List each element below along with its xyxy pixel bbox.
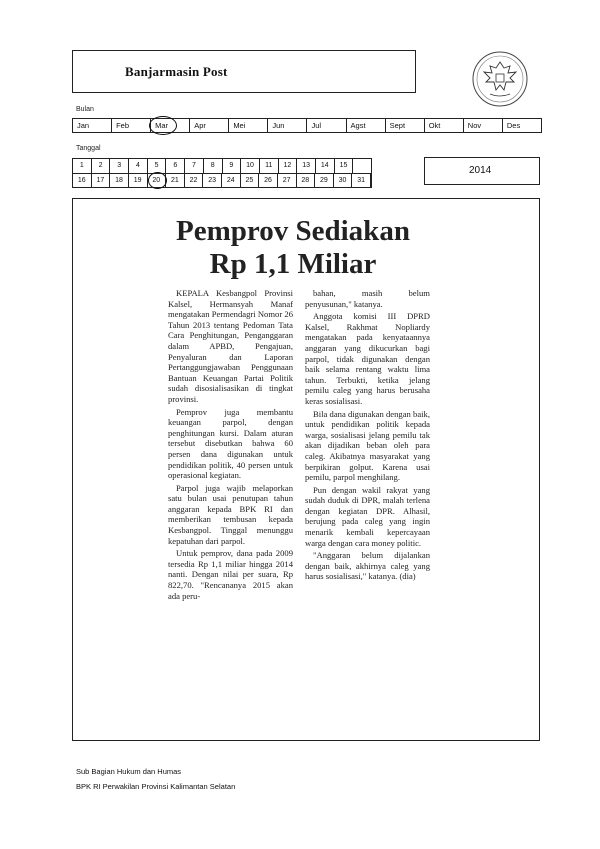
month-cell[interactable]: Feb	[112, 119, 151, 132]
date-cell[interactable]: 14	[316, 159, 335, 173]
month-label-text: Mar	[155, 121, 169, 130]
month-cell[interactable]: Sept	[386, 119, 425, 132]
date-cell[interactable]: 9	[223, 159, 242, 173]
article-paragraph: Pemprov juga membantu keuangan parpol, dengan penghitungan kursi. Dalam aturan tersebut disebutkan bahwa 60 persen dana digunakan untuk pendidikan politik, 40 persen untuk operasional kegiatan.	[168, 406, 293, 481]
date-cell[interactable]: 24	[222, 174, 241, 188]
date-cell[interactable]: 11	[260, 159, 279, 173]
article-paragraph: Pun dengan wakil rakyat yang sudah duduk di DPR, malah terlena dengan kegiatan DPR. Alhasil, berujung pada caleg yang ingin menarik kembali kepercayaan warga dengan cara money politic.	[305, 484, 430, 548]
month-cell[interactable]: Jun	[268, 119, 307, 132]
article-body	[168, 288, 430, 603]
date-cell[interactable]: 22	[185, 174, 204, 188]
article-headline	[168, 215, 418, 281]
date-selector	[72, 158, 372, 188]
date-cell[interactable]: 6	[166, 159, 185, 173]
date-cell[interactable]: 7	[185, 159, 204, 173]
date-cell[interactable]: 16	[73, 174, 92, 188]
month-cell[interactable]: Jul	[307, 119, 346, 132]
month-cell[interactable]: Agst	[347, 119, 386, 132]
month-label: Bulan	[76, 106, 94, 113]
date-cell[interactable]: 8	[204, 159, 223, 173]
date-cell[interactable]: 1	[73, 159, 92, 173]
date-cell[interactable]: 10	[241, 159, 260, 173]
month-cell[interactable]: Nov	[464, 119, 503, 132]
date-cell[interactable]: 12	[279, 159, 298, 173]
article-column-2	[305, 288, 430, 603]
newspaper-name: Banjarmasin Post	[125, 63, 228, 79]
date-cell[interactable]: 13	[297, 159, 316, 173]
date-cell[interactable]: 20	[148, 174, 167, 188]
footer-line-1: Sub Bagian Hukum dan Humas	[76, 767, 182, 776]
date-cell[interactable]: 18	[110, 174, 129, 188]
date-cell[interactable]: 31	[352, 174, 371, 188]
article-paragraph: Anggota komisi III DPRD Kalsel, Rakhmat Nopliardy mengatakan pada kenyataannya anggaran yang dikucurkan bagi parpol, tidak digunakan dengan baik selama rentang waktu lima tahun. Terbukti, ketika jelang pemilu caleg yang harus berusaha keras sosialisasi.	[305, 311, 430, 406]
date-cell[interactable]: 17	[92, 174, 111, 188]
year-value: 2014	[469, 165, 492, 176]
date-label: Tanggal	[76, 145, 101, 152]
garuda-emblem-icon	[470, 48, 530, 110]
date-cell[interactable]: 2	[92, 159, 111, 173]
month-cell[interactable]: Mei	[229, 119, 268, 132]
article-paragraph: bahan, masih belum penyusunan," katanya.	[305, 288, 430, 309]
date-cell[interactable]: 19	[129, 174, 148, 188]
year-box	[424, 157, 540, 185]
article-column-1	[168, 288, 293, 603]
headline-line-1: Pemprov Sediakan	[176, 215, 410, 247]
article-paragraph: Parpol juga wajib melaporkan satu bulan usai penutupan tahun anggaran kepada BPK RI dan memberikan tembusan kepada Kesbangpol. Tinggal menunggu kepatuhan dari parpol.	[168, 482, 293, 546]
date-cell[interactable]: 4	[129, 159, 148, 173]
date-cell[interactable]: 23	[203, 174, 222, 188]
month-cell[interactable]: Jan	[73, 119, 112, 132]
month-selector	[72, 118, 542, 133]
date-cell[interactable]: 25	[241, 174, 260, 188]
month-cell[interactable]: Des	[506, 121, 521, 130]
footer-line-2: BPK RI Perwakilan Provinsi Kalimantan Selatan	[76, 782, 236, 791]
month-cell[interactable]	[151, 119, 190, 132]
date-cell[interactable]: 27	[278, 174, 297, 188]
selected-month-circle	[149, 116, 177, 135]
date-row-2	[73, 174, 371, 188]
month-cell[interactable]: Apr	[190, 119, 229, 132]
date-cell[interactable]: 28	[297, 174, 316, 188]
date-row-1	[73, 159, 371, 174]
date-cell[interactable]: 5	[148, 159, 167, 173]
article-paragraph: Bila dana digunakan dengan baik, untuk pendidikan politik kepada warga, sosialisasi jelang pemilu tak akan dijadikan beban oleh para caleg. Akibatnya masyarakat yang berpikiran golput. Karena usai pemilu, parpol menghilang.	[305, 408, 430, 483]
date-cell[interactable]: 26	[259, 174, 278, 188]
date-cell[interactable]: 3	[110, 159, 129, 173]
date-cell[interactable]: 29	[315, 174, 334, 188]
date-cell[interactable]: 15	[335, 159, 354, 173]
date-cell[interactable]: 21	[166, 174, 185, 188]
headline-line-2: Rp 1,1 Miliar	[209, 248, 377, 280]
article-paragraph: KEPALA Kesbangpol Provinsi Kalsel, Hermansyah Manaf mengatakan Permendagri Nomor 26 Tahun 2013 tentang Pedoman Tata Cara Penghitungan, Penganggaran dalam APBD, Pengajuan, Penyaluran dan Laporan Pertanggungjawaban Penggunaan Bantuan Keuangan Partai Politik sudah disosialisasikan di tingkat provinsi.	[168, 288, 293, 404]
date-cell[interactable]: 30	[334, 174, 353, 188]
footer	[76, 764, 235, 794]
month-cell[interactable]: Okt	[425, 119, 464, 132]
article-paragraph: Untuk pemprov, dana pada 2009 tersedia Rp 1,1 miliar hingga 2014 nanti. Dengan nilai per suara, Rp 822,70. "Rencananya 2015 akan ada peru-	[168, 548, 293, 601]
article-paragraph: "Anggaran belum dijalankan dengan baik, akhirnya caleg yang harus sosialisasi," katanya. (dia)	[305, 550, 430, 582]
newspaper-header-box	[72, 50, 416, 93]
